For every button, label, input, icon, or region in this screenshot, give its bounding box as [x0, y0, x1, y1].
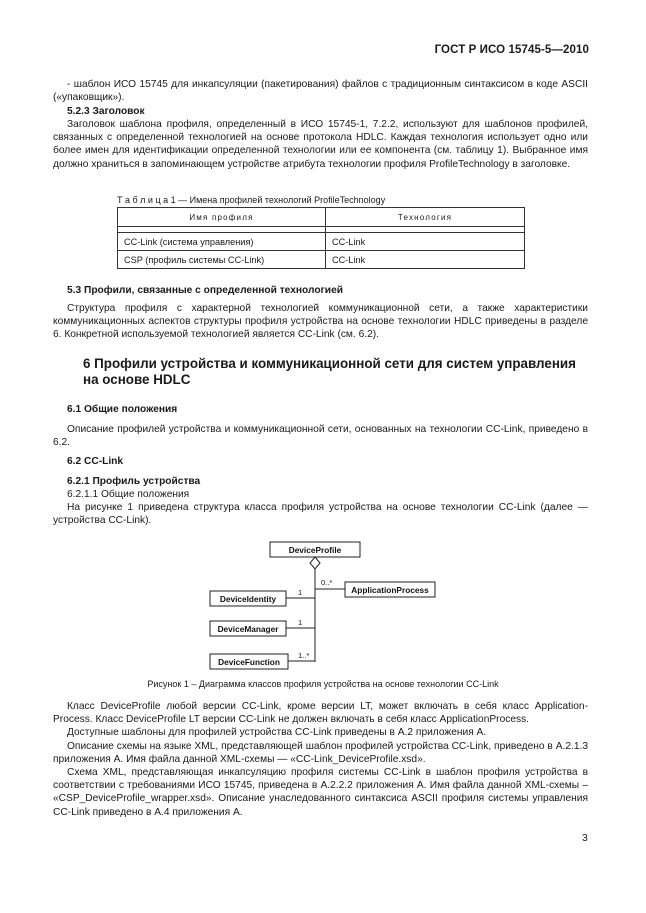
class-label-device-manager: DeviceManager: [217, 624, 279, 634]
figure-1-caption: Рисунок 1 – Диаграмма классов профиля устройства на основе технологии CC-Link: [147, 679, 499, 689]
section-5-2-3-heading: 5.2.3 Заголовок: [67, 106, 145, 117]
class-diagram: [0, 530, 646, 675]
class-label-device-profile: DeviceProfile: [288, 545, 342, 555]
table-header-profile-name: Имя профиля: [118, 208, 326, 227]
multiplicity-application: 0..*: [321, 578, 333, 587]
multiplicity-identity: 1: [298, 588, 303, 597]
section-5-2-3: [53, 105, 588, 171]
multiplicity-function: 1..*: [298, 651, 310, 660]
body-paragraph: Описание схемы на языке XML, представляющей шаблон профилей устройства CC-Link, приведено в A.2.1.3 приложения A. Имя файла данной XML-схемы — «CC-Link_DeviceProfile.xsd».: [53, 740, 588, 765]
class-label-device-identity: DeviceIdentity: [219, 594, 277, 604]
section-6-2: [53, 455, 588, 468]
section-6-1-text: Описание профилей устройства и коммуникационной сети, основанных на технологии CC-Link, приведено в 6.2.: [53, 424, 588, 449]
section-6-1: [53, 403, 588, 449]
document-header: ГОСТ Р ИСО 15745-5—2010: [434, 44, 589, 56]
multiplicity-manager: 1: [298, 618, 303, 627]
aggregation-diamond: [310, 557, 320, 569]
table-1: [117, 207, 525, 269]
section-5-3-text: Структура профиля с характерной технологией коммуникационной сети, а также характеристики коммуникационных аспектов структуры профиля устройства на основе технологии HDLC приведены в разделе 6. Конкретной используемой технологией является CC-Link (см. 6.2).: [53, 303, 588, 341]
table-header-row: [118, 208, 525, 227]
section-5-3: [53, 284, 588, 342]
class-label-device-function: DeviceFunction: [218, 657, 280, 667]
body-paragraph: Доступные шаблоны для профилей устройства CC-Link приведены в A.2 приложения A.: [67, 727, 487, 739]
section-6-heading: 6 Профили устройства и коммуникационной сети для систем управления на основе HDLC: [83, 356, 576, 387]
section-5-3-heading: 5.3 Профили, связанные с определенной технологией: [67, 285, 343, 296]
table-row: CC-Link (система управления) CC-Link: [118, 233, 525, 251]
body-paragraph: Схема XML, представляющая инкапсуляцию профиля системы CC-Link в шаблон профиля устройства в соответствии с требованиями ИСО 15745, приведена в A.2.2.2 приложения A. Имя файла данной XML-схемы – «CSP_DeviceProfile_wrapper.xsd». Описание унаследованного синтаксиса ASCII профиля системы управления CC-Link приведено в A.4 приложения A.: [53, 767, 588, 818]
class-label-application-process: ApplicationProcess: [351, 585, 429, 595]
table-1-caption: Т а б л и ц а 1 — Имена профилей технологий ProfileTechnology: [117, 195, 386, 205]
body-paragraphs: [53, 700, 588, 819]
section-6-2-heading: 6.2 CC-Link: [67, 456, 124, 467]
page-number: 3: [582, 832, 588, 844]
body-paragraph: Класс DeviceProfile любой версии CC-Link, кроме версии LT, может включать в себя класс Application-Process. Класс DeviceProfile LT версии CC-Link не должен включать в себя класс ApplicationProcess.: [53, 701, 588, 726]
section-6-1-heading: 6.1 Общие положения: [67, 404, 178, 415]
table-header-technology: Технология: [326, 208, 525, 227]
section-5-2-3-text: Заголовок шаблона профиля, определенный в ИСО 15745-1, 7.2.2, используют для шаблонов профилей, связанных с определенной технологией на основе протокола HDLC. Каждая технология использует одно или более имен для идентификации определенной технологии или ее компонента (см. таблицу 1). Выбранное имя должно храниться в запоминающем устройстве атрибута технологии профиля ProfileTechnology в заголовке.: [53, 119, 588, 170]
intro-paragraph: - шаблон ИСО 15745 для инкапсуляции (пакетирования) файлов с традиционным синтаксисом в коде ASCII («упаковщик»).: [53, 79, 588, 104]
section-6-2-1-text: На рисунке 1 приведена структура класса профиля устройства на основе технологии CC-Link (далее — устройства CC-Link).: [53, 502, 588, 527]
table-row: CSP (профиль системы CC-Link) CC-Link: [118, 251, 525, 269]
section-6-2-1-heading: 6.2.1 Профиль устройства: [67, 476, 201, 487]
section-6-2-1: [53, 475, 588, 528]
section-6-2-1-1-heading: 6.2.1.1 Общие положения: [67, 489, 190, 500]
